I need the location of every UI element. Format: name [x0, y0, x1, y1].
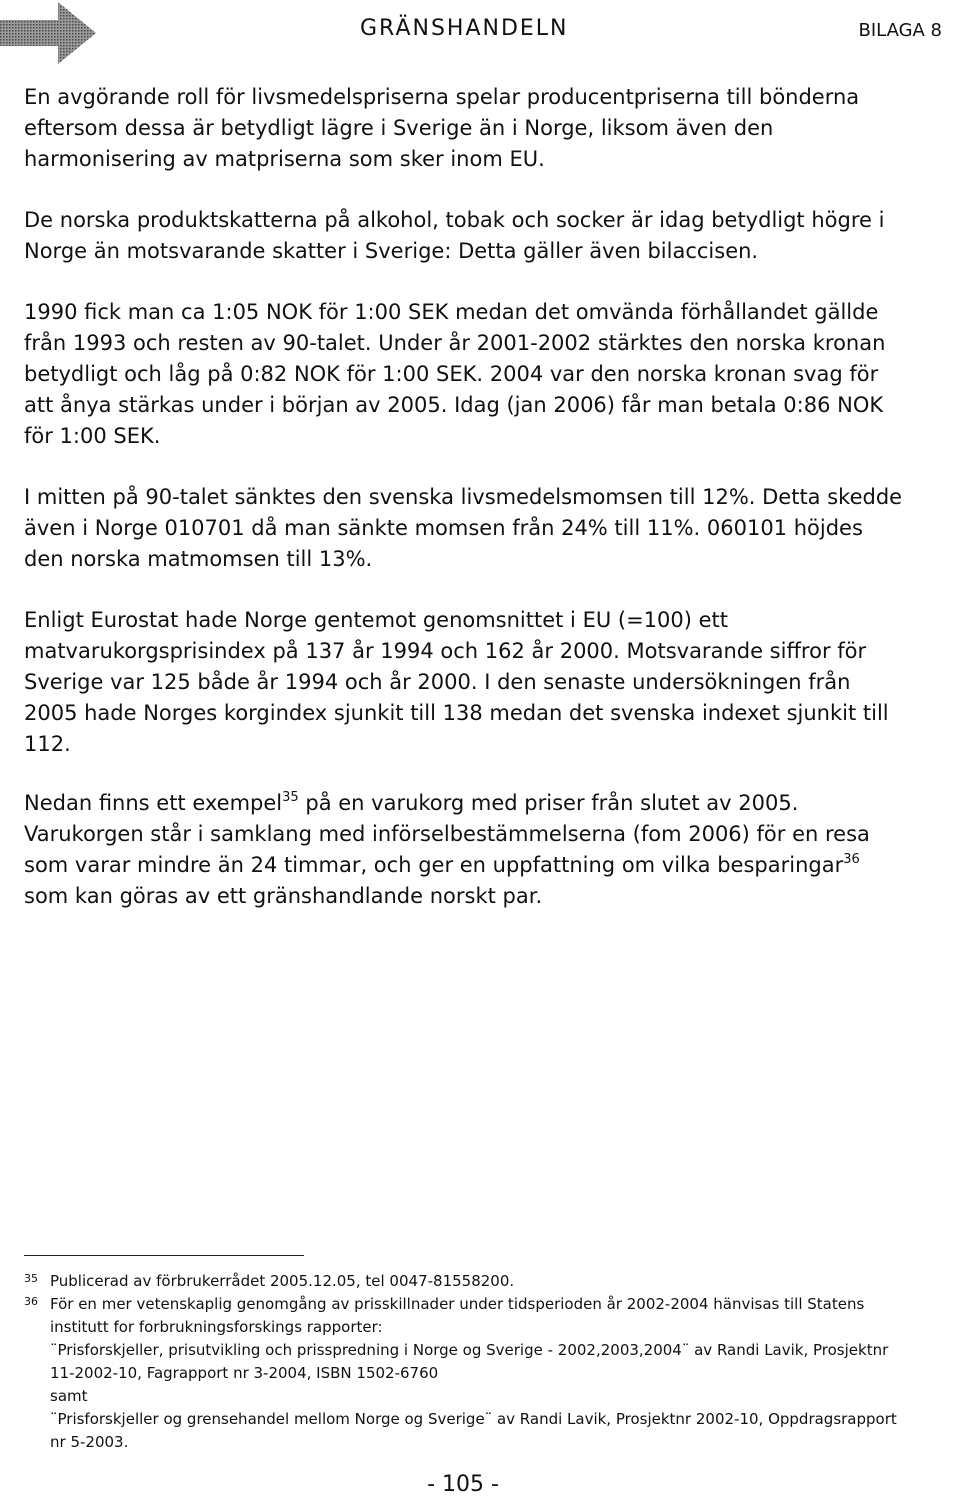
footnote-number: 35	[24, 1272, 38, 1285]
footnote-text	[50, 1293, 914, 1454]
footnote-line: samt	[50, 1387, 88, 1405]
footnote-ref-35[interactable]: 35	[282, 790, 299, 805]
footnote-text	[50, 1270, 914, 1293]
footnote-36	[24, 1293, 914, 1454]
footnote-line: Publicerad av förbrukerrådet 2005.12.05, tel 0047-81558200.	[50, 1272, 515, 1290]
arrow-logo	[0, 0, 98, 66]
footnote-number: 36	[24, 1295, 38, 1308]
paragraph-6-part-1: Nedan finns ett exempel	[24, 791, 283, 815]
footnote-ref-36[interactable]: 36	[843, 852, 860, 867]
page-number: - 105 -	[427, 1472, 499, 1497]
paragraph-1: En avgörande roll för livsmedelspriserna spelar producentpriserna till bönderna eftersom dessa är betydligt lägre i Sverige än i Norge, liksom även den harmonisering av matpriserna som sker inom EU.	[24, 85, 860, 171]
paragraph-6-part-2: på en varukorg med priser från slutet av 2005. Varukorgen står i samklang med införselbestämmelserna (fom 2006) för en resa som varar mindre än 24 timmar, och ger en uppfattning om vilka besparingar	[24, 791, 870, 877]
footnotes	[24, 1270, 914, 1454]
paragraph-2: De norska produktskatterna på alkohol, tobak och socker är idag betydligt högre i Norge än motsvarande skatter i Sverige: Detta gäller även bilaccisen.	[24, 208, 885, 263]
paragraph-6-part-3: som kan göras av ett gränshandlande norskt par.	[24, 884, 543, 908]
footnote-line: För en mer vetenskaplig genomgång av prisskillnader under tidsperioden år 2002-2004 hänvisas till Statens institutt for forbrukningsforskings rapporter:	[50, 1295, 865, 1336]
paragraph-3: 1990 fick man ca 1:05 NOK för 1:00 SEK medan det omvända förhållandet gällde från 1993 och resten av 90-talet. Under år 2001-2002 stärktes den norska kronan betydligt och låg på 0:82 NOK för 1:00 SEK. 2004 var den norska kronan svag för att ånya stärkas under i början av 2005. Idag (jan 2006) får man betala 0:86 NOK för 1:00 SEK.	[24, 300, 886, 448]
paragraph-6	[24, 788, 908, 912]
footnote-divider	[24, 1255, 304, 1256]
footnote-35	[24, 1270, 914, 1293]
main-body	[24, 82, 908, 942]
footnote-line: ¨Prisforskjeller, prisutvikling och prisspredning i Norge og Sverige - 2002,2003,2004¨ av Randi Lavik, Prosjektnr 11-2002-10, Fagrapport nr 3-2004, ISBN 1502-6760	[50, 1341, 889, 1382]
paragraph-4: I mitten på 90-talet sänktes den svenska livsmedelsmomsen till 12%. Detta skedde även i Norge 010701 då man sänkte momsen från 24% till 11%. 060101 höjdes den norska matmomsen till 13%.	[24, 485, 903, 571]
paragraph-5: Enligt Eurostat hade Norge gentemot genomsnittet i EU (=100) ett matvarukorgsprisindex på 137 år 1994 och 162 år 2000. Motsvarande siffror för Sverige var 125 både år 1994 och år 2000. I den senaste undersökningen från 2005 hade Norges korgindex sjunkit till 138 medan det svenska indexet sjunkit till 112.	[24, 608, 889, 756]
page-header-title: GRÄNSHANDELN	[360, 16, 569, 41]
footnote-line: ¨Prisforskjeller og grensehandel mellom Norge og Sverige¨ av Randi Lavik, Prosjektnr 2002-10, Oppdragsrapport nr 5-2003.	[50, 1410, 897, 1451]
right-arrow-icon	[0, 0, 98, 66]
appendix-label: BILAGA 8	[858, 20, 942, 41]
